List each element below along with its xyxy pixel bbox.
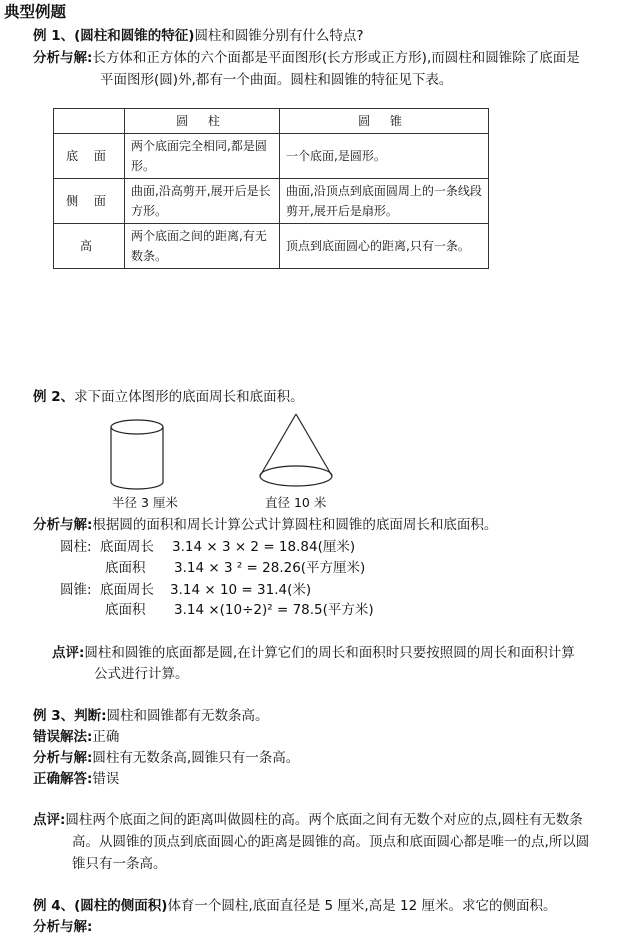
example-2-line <box>33 387 304 407</box>
example-3-comment-line2: 高。从圆锥的顶点到底面圆心的距离是圆锥的高。顶点和底面圆心都是唯一的点,所以圆 <box>72 834 590 850</box>
example-1-analysis-line2: 平面图形(圆)外,都有一个曲面。圆柱和圆锥的特征见下表。 <box>100 72 453 88</box>
table-cell-cone: 顶点到底面圆心的距离,只有一条。 <box>280 224 489 269</box>
example-3-correct-label: 正确解答: <box>33 771 93 787</box>
example-3-label: 例 3、判断: <box>33 708 107 724</box>
example-3-question: 圆柱和圆锥都有无数条高。 <box>106 708 269 724</box>
cylinder-figure <box>111 420 163 489</box>
feature-table-header-row <box>54 109 489 134</box>
example-3-correct-text: 错误 <box>92 771 120 787</box>
example-2-analysis-line <box>33 515 497 535</box>
cone-area-label: 底面积 <box>105 602 146 618</box>
example-3-correct-line <box>33 769 119 789</box>
example-1-analysis-text1: 长方体和正方体的六个面都是平面图形(长方形或正方形),而圆柱和圆锥除了底面是 <box>92 50 580 66</box>
example-2-question: 求下面立体图形的底面周长和底面积。 <box>74 389 304 405</box>
example-3-wrong-line <box>33 727 119 747</box>
example-4-label: 例 4、(圆柱的侧面积) <box>33 898 168 914</box>
table-cell-cylinder: 曲面,沿高剪开,展开后是长方形。 <box>125 179 280 224</box>
example-2-comment-line1 <box>52 643 575 663</box>
example-3-analysis-label: 分析与解: <box>33 750 93 766</box>
example-1-label: 例 1、(圆柱和圆锥的特征) <box>33 28 195 44</box>
feature-table-header-cylinder: 圆 柱 <box>125 109 280 134</box>
feature-table-header-blank <box>54 109 125 134</box>
example-1-question: 圆柱和圆锥分别有什么特点? <box>194 28 364 44</box>
table-row-label: 侧 面 <box>54 179 125 224</box>
example-2-comment-label: 点评: <box>52 645 85 661</box>
example-3-comment-label: 点评: <box>33 812 66 828</box>
example-3-analysis-text: 圆柱有无数条高,圆锥只有一条高。 <box>92 750 300 766</box>
cylinder-label: 圆柱: <box>60 539 92 555</box>
example-3-line <box>33 706 269 726</box>
example-3-comment-text1: 圆柱两个底面之间的距离叫做圆柱的高。两个底面之间有无数个对应的点,圆柱有无数条 <box>65 812 583 828</box>
solid-figures <box>100 412 360 494</box>
cone-perimeter-label: 底面周长 <box>100 582 154 598</box>
cylinder-perimeter-label: 底面周长 <box>100 539 154 555</box>
cone-area-calc: 3.14 ×(10÷2)² = 78.5(平方米) <box>174 602 374 618</box>
cylinder-caption: 半径 3 厘米 <box>112 495 178 510</box>
table-row <box>54 179 489 224</box>
example-4-analysis-label: 分析与解: <box>33 919 93 935</box>
table-row-label: 底 面 <box>54 134 125 179</box>
cone-label: 圆锥: <box>60 582 92 598</box>
example-2-comment-line2: 公式进行计算。 <box>94 666 189 682</box>
table-row <box>54 224 489 269</box>
example-3-wrong-label: 错误解法: <box>33 729 93 745</box>
example-3-analysis-line <box>33 748 299 768</box>
example-4-question: 体育一个圆柱,底面直径是 5 厘米,高是 12 厘米。求它的侧面积。 <box>167 898 557 914</box>
example-3-comment-line1 <box>33 810 583 830</box>
example-2-label: 例 2、 <box>33 389 75 405</box>
cylinder-area-label: 底面积 <box>105 560 146 576</box>
cone-caption: 直径 10 米 <box>265 495 327 510</box>
example-3-comment-line3: 锥只有一条高。 <box>72 856 167 872</box>
table-cell-cylinder: 两个底面完全相同,都是圆形。 <box>125 134 280 179</box>
example-2-analysis-text: 根据圆的面积和周长计算公式计算圆柱和圆锥的底面周长和底面积。 <box>92 517 498 533</box>
example-1-line <box>33 26 364 46</box>
example-2-analysis-label: 分析与解: <box>33 517 93 533</box>
cone-perimeter-calc: 3.14 × 10 = 31.4(米) <box>170 582 312 598</box>
table-cell-cone: 一个底面,是圆形。 <box>280 134 489 179</box>
cone-figure <box>260 414 332 486</box>
table-row <box>54 134 489 179</box>
feature-table-header-cone: 圆 锥 <box>280 109 489 134</box>
table-cell-cylinder: 两个底面之间的距离,有无数条。 <box>125 224 280 269</box>
example-2-comment-text1: 圆柱和圆锥的底面都是圆,在计算它们的周长和面积时只要按照圆的周长和面积计算 <box>84 645 575 661</box>
table-row-label: 高 <box>54 224 125 269</box>
example-1-analysis-line1 <box>33 48 580 68</box>
cylinder-area-calc: 3.14 × 3 ² = 28.26(平方厘米) <box>174 560 366 576</box>
feature-table <box>53 108 489 269</box>
cylinder-perimeter-calc: 3.14 × 3 × 2 = 18.84(厘米) <box>172 539 356 555</box>
example-1-analysis-label: 分析与解: <box>33 50 93 66</box>
example-4-line <box>33 896 556 916</box>
table-cell-cone: 曲面,沿顶点到底面圆周上的一条线段剪开,展开后是扇形。 <box>280 179 489 224</box>
example-3-wrong-text: 正确 <box>92 729 120 745</box>
page-heading: 典型例题 <box>4 3 67 21</box>
